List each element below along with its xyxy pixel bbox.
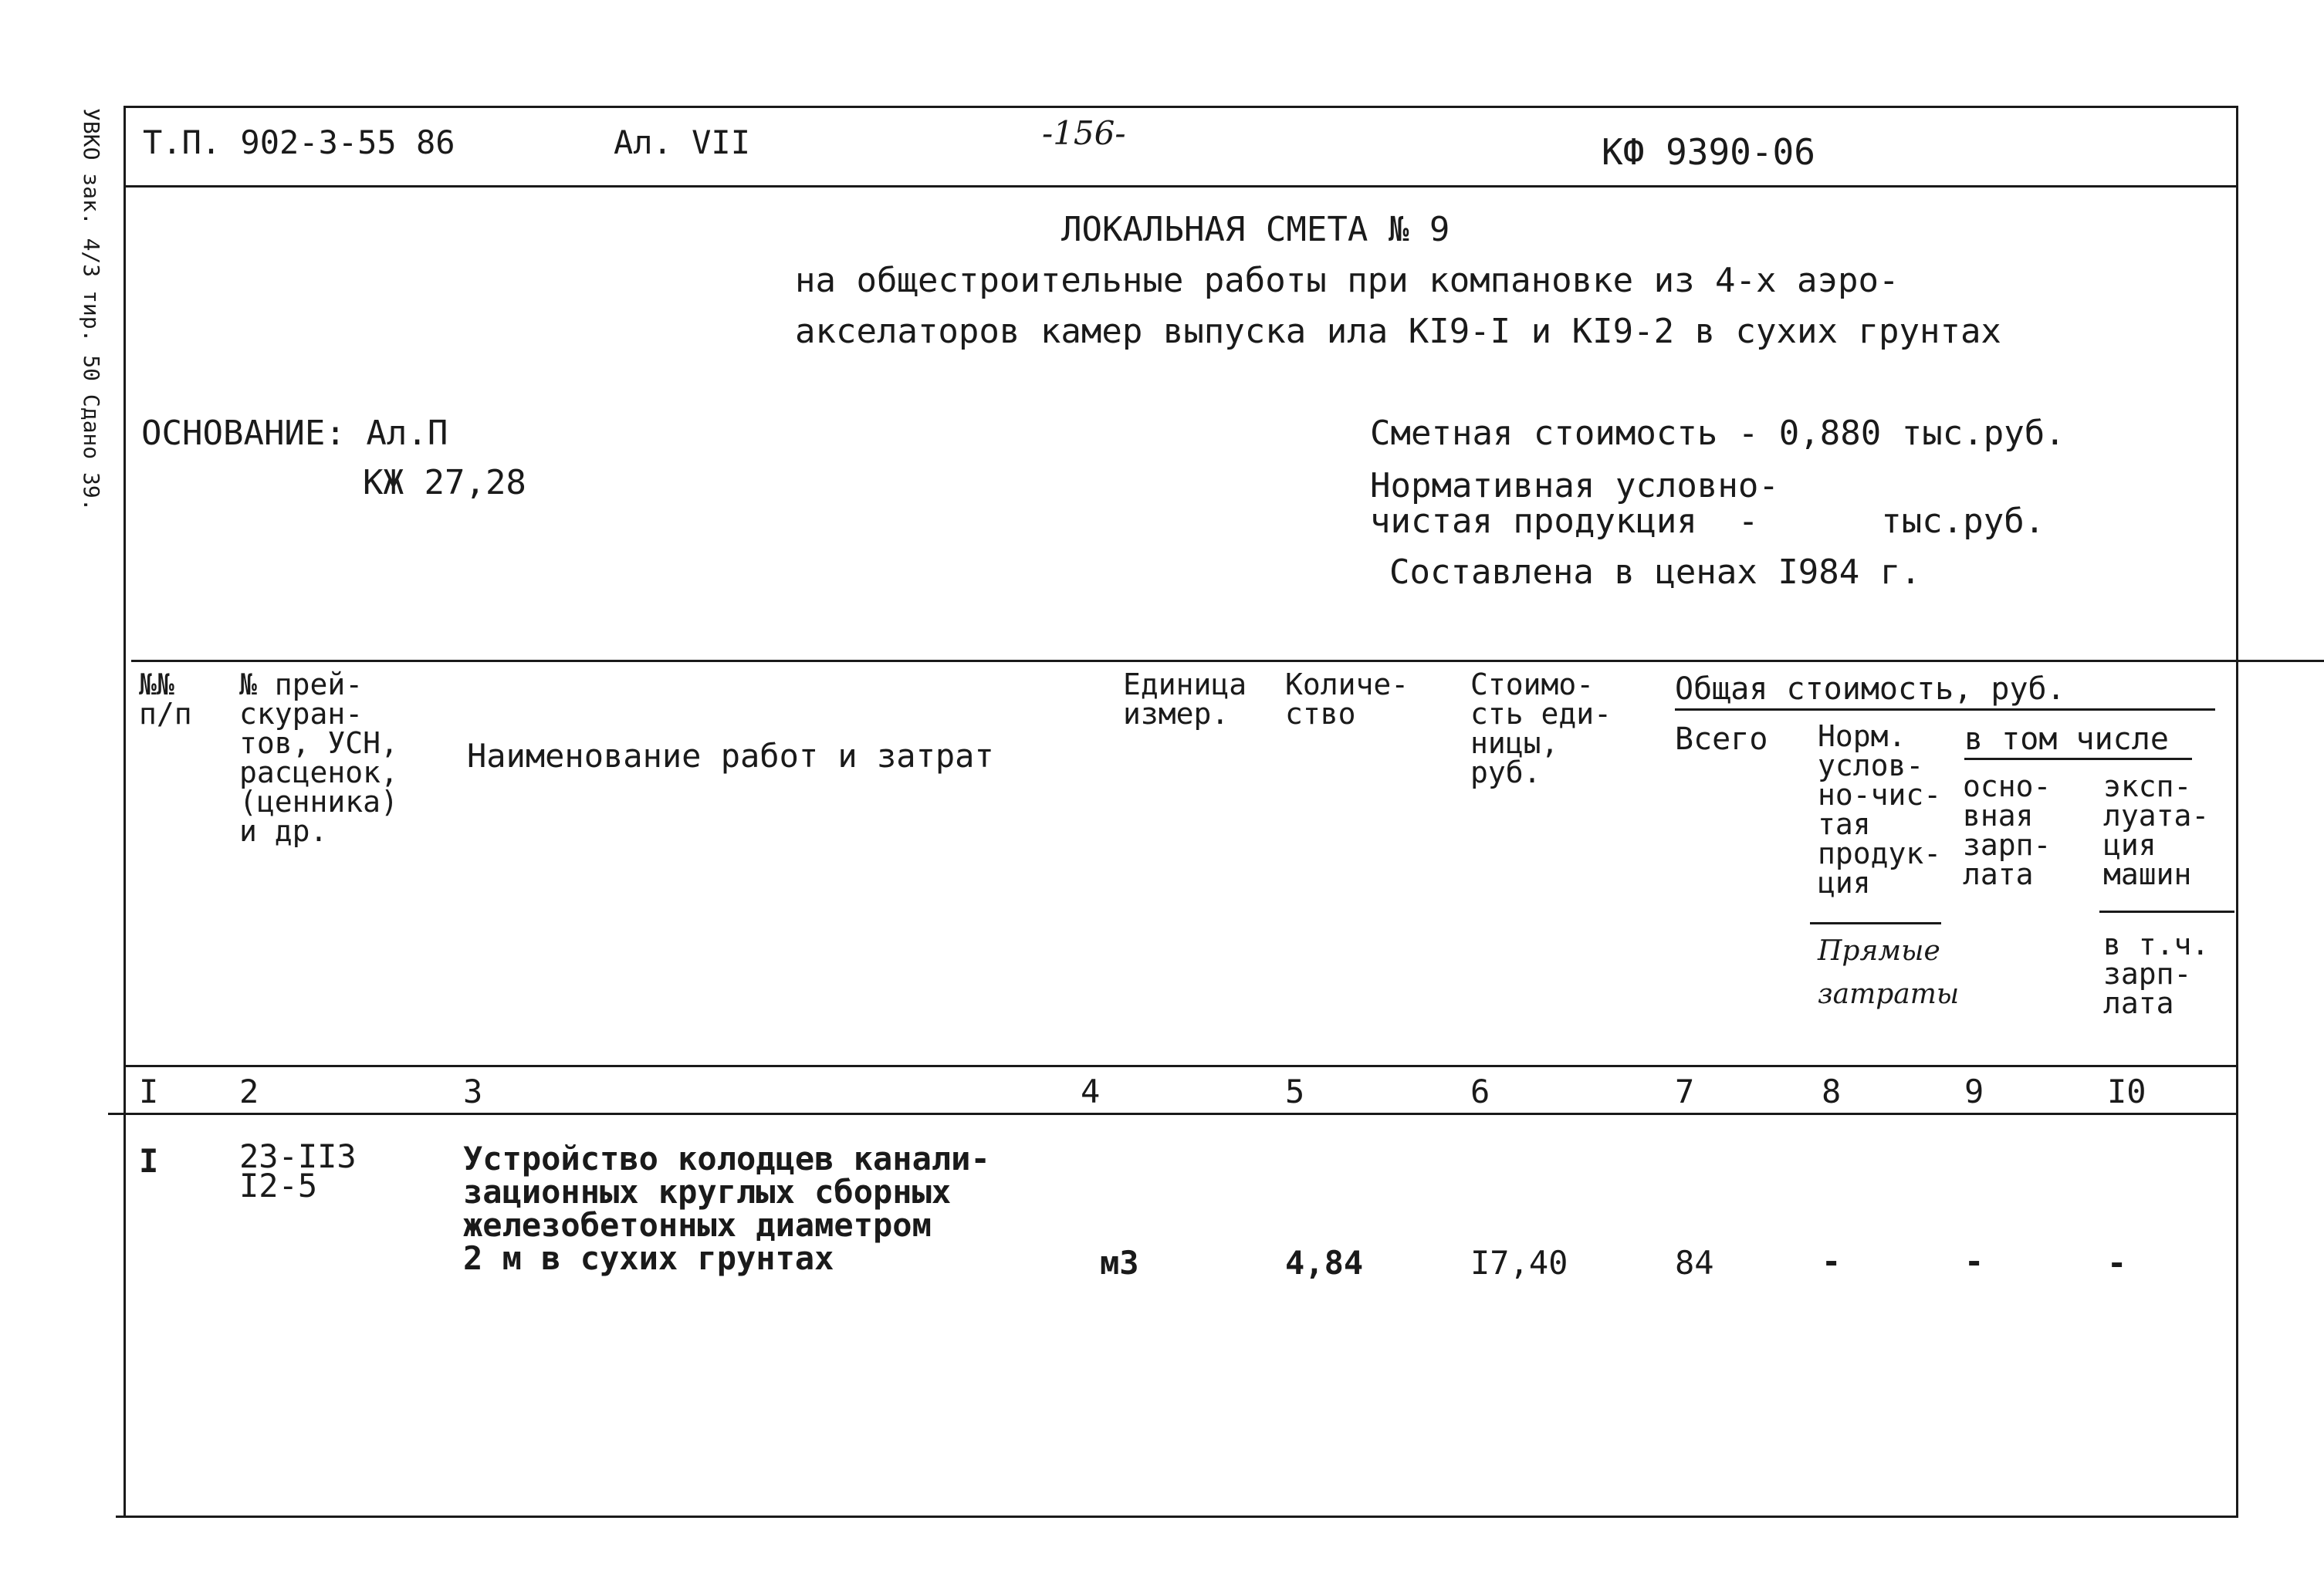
row-code: 23-II3 I2-5 — [239, 1137, 357, 1205]
basis-label: ОСНОВАНИЕ: Ал.П — [141, 414, 448, 453]
col-header-code: № прей- скуран- тов, УСН, расценок, (ценника) и др. — [239, 667, 398, 848]
frame-bottom — [116, 1516, 2238, 1518]
estimate-subtitle-line1: на общестроительные работы при компановке из 4-х аэро- — [795, 261, 1899, 300]
document-code: КФ 9390-06 — [1602, 131, 1815, 173]
col-header-group: Общая стоимость, руб. — [1675, 671, 2065, 707]
frame-top — [123, 106, 2238, 108]
estimate-subtitle-line2: акселаторов камер выпуска ила КI9-I и КI9-2 в сухих грунтах — [795, 312, 2001, 351]
col-header-incl: в том числе — [1964, 721, 2169, 757]
col-number-9: 9 — [1964, 1073, 1984, 1110]
frame-left — [123, 106, 126, 1518]
estimated-cost: Сметная стоимость - 0,880 тыс.руб. — [1370, 414, 2065, 453]
col-header-total: Всего — [1675, 721, 1768, 757]
col-number-4: 4 — [1081, 1073, 1101, 1110]
col-number-5: 5 — [1285, 1073, 1305, 1110]
frame-right — [2236, 106, 2238, 1518]
col-number-1: I — [139, 1073, 159, 1110]
normative-line1: Нормативная условно- — [1370, 466, 1779, 505]
numbers-bottom-line — [108, 1113, 2238, 1115]
row-total: 84 — [1675, 1244, 1714, 1282]
row-normative: - — [1822, 1242, 1842, 1280]
row-salary: - — [1964, 1242, 1984, 1280]
col-header-name: Наименование работ и затрат — [467, 737, 994, 775]
col-number-7: 7 — [1675, 1073, 1695, 1110]
col10-underline — [2099, 911, 2234, 913]
row-quantity: 4,84 — [1285, 1244, 1364, 1282]
col-header-salary: осно- вная зарп- лата — [1963, 769, 2052, 891]
row-unit-price: I7,40 — [1470, 1244, 1568, 1282]
normative-line2: чистая продукция - тыс.руб. — [1370, 502, 2045, 541]
col-header-normative: Норм. услов- но-чис- тая продук- ция — [1818, 719, 1942, 900]
estimate-title: ЛОКАЛЬНАЯ СМЕТА № 9 — [1061, 210, 1450, 249]
group-underline — [1675, 708, 2215, 711]
col-header-qty: Количе- ство — [1285, 667, 1409, 731]
table-top-line — [131, 660, 2324, 662]
col-header-price: Стоимо- сть еди- ницы, руб. — [1470, 667, 1612, 789]
col-number-6: 6 — [1470, 1073, 1490, 1110]
row-machines: - — [2107, 1244, 2127, 1282]
margin-note: УВКО зак. 4/3 тир. 50 Сдано 39. — [79, 108, 104, 512]
header-divider — [123, 185, 2238, 188]
col-number-2: 2 — [239, 1073, 259, 1110]
col-header-machines: эксп- луата- ция машин — [2103, 769, 2210, 891]
incl-underline — [1964, 758, 2192, 760]
col-number-10: I0 — [2107, 1073, 2146, 1110]
row-number: I — [139, 1142, 159, 1180]
header-bottom-line — [123, 1065, 2238, 1067]
prices-year: Составлена в ценах I984 г. — [1389, 553, 1921, 592]
album-number: Ал. VII — [614, 123, 751, 161]
col-number-8: 8 — [1822, 1073, 1842, 1110]
page-number: -156- — [1042, 114, 1126, 152]
basis-reference: КЖ 27,28 — [363, 463, 526, 502]
col8-underline — [1810, 922, 1941, 924]
col-header-unit: Единица измер. — [1123, 667, 1247, 731]
col-header-machines-salary: в т.ч. зарп- лата — [2103, 928, 2210, 1020]
row-work-name: Устройство колодцев канали- зационных круглых сборных железобетонных диаметром 2 м в сухих грунтах — [463, 1140, 990, 1277]
col-header-num: №№ п/п — [139, 667, 192, 731]
handwritten-note: Прямые затраты — [1818, 935, 1960, 1010]
col-number-3: 3 — [463, 1073, 483, 1110]
project-number: Т.П. 902-3-55 86 — [143, 123, 455, 161]
row-unit: м3 — [1100, 1244, 1139, 1282]
